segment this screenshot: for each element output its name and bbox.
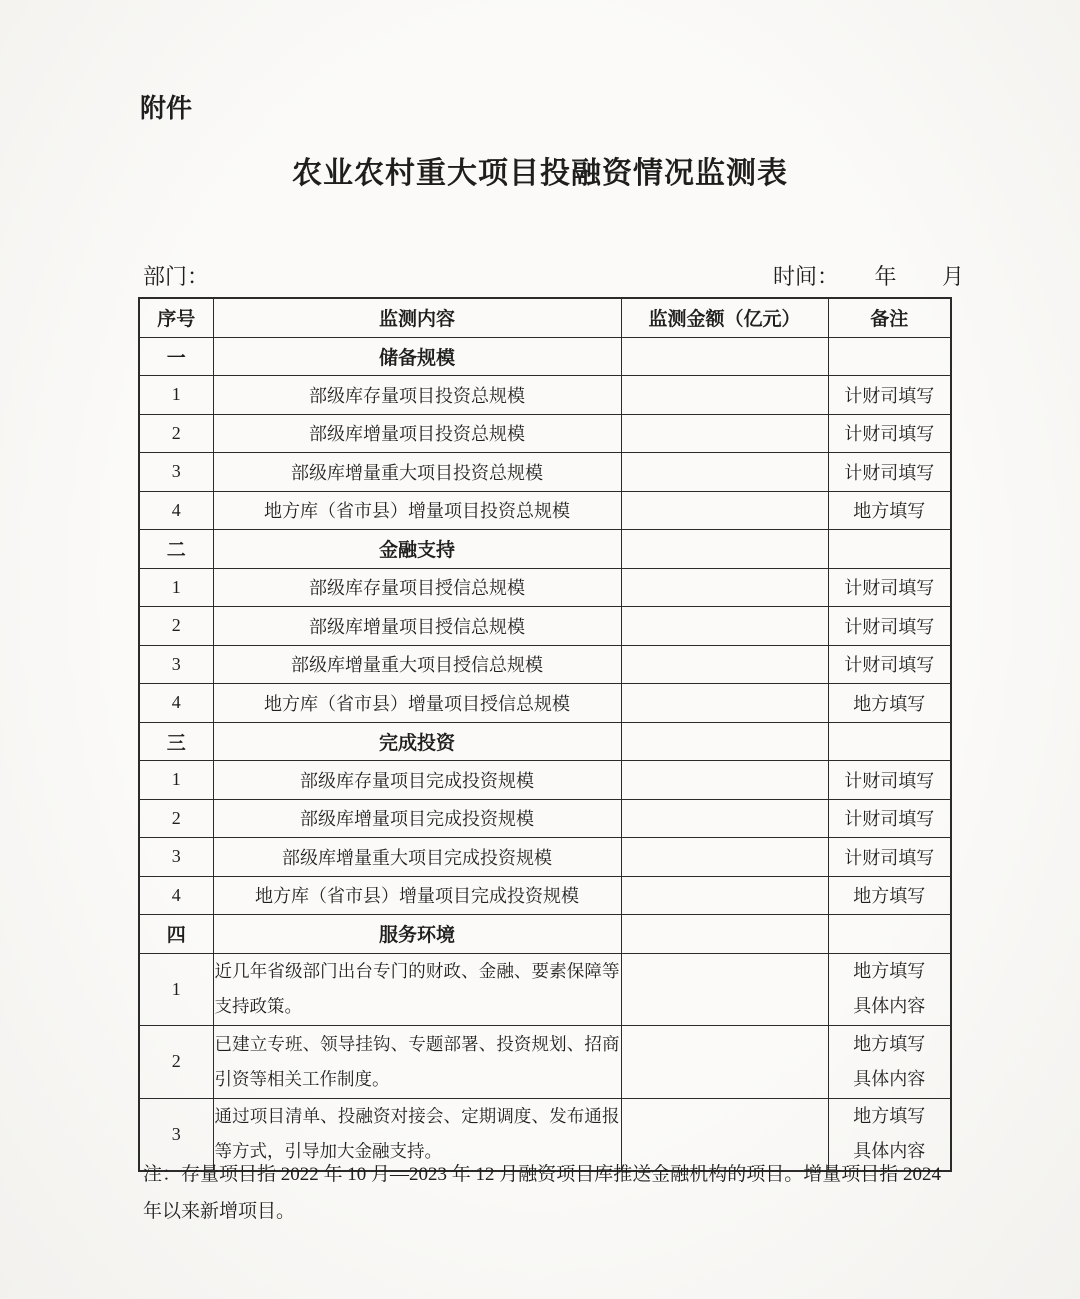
remark-line: 具体内容	[853, 1068, 926, 1089]
remark-cell: 计财司填写	[828, 376, 951, 415]
table-row	[139, 838, 951, 877]
department-label: 部门：	[143, 264, 210, 289]
content-cell: 储备规模	[213, 337, 621, 376]
remark-cell: 计财司填写	[828, 761, 951, 800]
remark-cell: 计财司填写	[828, 453, 951, 492]
remark-line: 地方填写	[853, 1106, 926, 1127]
content-cell: 近几年省级部门出台专门的财政、金融、要素保障等支持政策。	[213, 953, 621, 1026]
content-cell: 完成投资	[213, 722, 621, 761]
month-label: 月	[942, 264, 965, 289]
remark-cell: 计财司填写	[828, 838, 951, 877]
amount-cell	[621, 376, 828, 415]
document-title: 农业农村重大项目投融资情况监测表	[292, 157, 788, 190]
amount-cell	[621, 530, 828, 569]
seq-cell: 一	[139, 337, 213, 376]
amount-cell	[621, 876, 828, 915]
seq-cell: 二	[139, 530, 213, 569]
remark-line: 具体内容	[853, 1141, 926, 1162]
section-row	[139, 722, 951, 761]
content-cell: 地方库（省市县）增量项目完成投资规模	[213, 876, 621, 915]
amount-cell	[621, 684, 828, 723]
seq-cell: 3	[139, 453, 213, 492]
remark-cell: 计财司填写	[828, 607, 951, 646]
content-cell: 部级库存量项目授信总规模	[213, 568, 621, 607]
amount-cell	[621, 761, 828, 800]
table-row	[139, 953, 951, 1026]
remark-cell	[828, 722, 951, 761]
seq-cell: 1	[139, 761, 213, 800]
amount-cell	[621, 1026, 828, 1099]
remark-line: 地方填写	[853, 961, 926, 982]
remark-line: 具体内容	[853, 996, 926, 1017]
seq-cell: 3	[139, 645, 213, 684]
seq-cell: 三	[139, 722, 213, 761]
remark-cell	[828, 1026, 951, 1099]
table-row	[139, 761, 951, 800]
section-row	[139, 915, 951, 954]
remark-cell	[828, 530, 951, 569]
section-row	[139, 530, 951, 569]
seq-cell: 2	[139, 799, 213, 838]
footnote-line: 年以来新增项目。	[143, 1201, 296, 1222]
table-row	[139, 645, 951, 684]
remark-cell	[828, 915, 951, 954]
amount-cell	[621, 838, 828, 877]
table-row	[139, 1026, 951, 1099]
amount-cell	[621, 453, 828, 492]
amount-cell	[621, 953, 828, 1026]
table-row	[139, 568, 951, 607]
amount-cell	[621, 568, 828, 607]
table-row	[139, 491, 951, 530]
remark-cell: 计财司填写	[828, 645, 951, 684]
remark-cell: 计财司填写	[828, 414, 951, 453]
table-row	[139, 876, 951, 915]
attachment-label: 附件	[140, 93, 193, 123]
table-row	[139, 376, 951, 415]
seq-cell: 4	[139, 876, 213, 915]
seq-cell: 2	[139, 414, 213, 453]
seq-cell: 3	[139, 838, 213, 877]
header-cell-content: 监测内容	[213, 298, 621, 337]
footnote-line: 注：存量项目指 2022 年 10 月—2023 年 12 月融资项目库推送金融机构的项目。增量项目指 2024	[143, 1164, 942, 1185]
amount-cell	[621, 799, 828, 838]
amount-cell	[621, 607, 828, 646]
content-cell: 地方库（省市县）增量项目授信总规模	[213, 684, 621, 723]
amount-cell	[621, 337, 828, 376]
content-cell: 部级库增量项目完成投资规模	[213, 799, 621, 838]
content-cell: 部级库增量项目投资总规模	[213, 414, 621, 453]
seq-cell: 1	[139, 376, 213, 415]
seq-cell: 3	[139, 1098, 213, 1171]
seq-cell: 1	[139, 568, 213, 607]
remark-cell: 计财司填写	[828, 568, 951, 607]
time-row	[773, 260, 964, 291]
amount-cell	[621, 491, 828, 530]
remark-cell: 地方填写	[828, 491, 951, 530]
time-label: 时间：	[773, 264, 840, 289]
amount-cell	[621, 645, 828, 684]
footnote	[143, 1156, 955, 1230]
amount-cell	[621, 915, 828, 954]
content-cell: 部级库增量重大项目完成投资规模	[213, 838, 621, 877]
content-cell: 部级库增量重大项目授信总规模	[213, 645, 621, 684]
table-row	[139, 684, 951, 723]
seq-cell: 四	[139, 915, 213, 954]
seq-cell: 1	[139, 953, 213, 1026]
content-cell: 部级库存量项目完成投资规模	[213, 761, 621, 800]
content-cell: 金融支持	[213, 530, 621, 569]
content-cell: 地方库（省市县）增量项目投资总规模	[213, 491, 621, 530]
amount-cell	[621, 414, 828, 453]
content-cell: 部级库增量项目授信总规模	[213, 607, 621, 646]
remark-line: 地方填写	[853, 1033, 926, 1054]
amount-cell	[621, 722, 828, 761]
section-row	[139, 337, 951, 376]
remark-cell	[828, 953, 951, 1026]
table-header-row	[139, 298, 951, 337]
remark-cell	[828, 337, 951, 376]
remark-cell: 地方填写	[828, 876, 951, 915]
seq-cell: 4	[139, 684, 213, 723]
content-cell: 部级库存量项目投资总规模	[213, 376, 621, 415]
table-row	[139, 799, 951, 838]
year-label: 年	[874, 264, 897, 289]
seq-cell: 2	[139, 1026, 213, 1099]
content-cell: 通过项目清单、投融资对接会、定期调度、发布通报等方式，引导加大金融支持。	[213, 1098, 621, 1171]
table-row	[139, 607, 951, 646]
header-cell-remark: 备注	[828, 298, 951, 337]
content-cell: 服务环境	[213, 915, 621, 954]
seq-cell: 4	[139, 491, 213, 530]
table-row	[139, 453, 951, 492]
remark-cell: 地方填写	[828, 684, 951, 723]
header-cell-seq: 序号	[139, 298, 213, 337]
table-row	[139, 414, 951, 453]
header-cell-amount: 监测金额（亿元）	[621, 298, 828, 337]
content-cell: 已建立专班、领导挂钩、专题部署、投资规划、招商引资等相关工作制度。	[213, 1026, 621, 1099]
content-cell: 部级库增量重大项目投资总规模	[213, 453, 621, 492]
monitor-table	[138, 297, 952, 1172]
seq-cell: 2	[139, 607, 213, 646]
remark-cell: 计财司填写	[828, 799, 951, 838]
